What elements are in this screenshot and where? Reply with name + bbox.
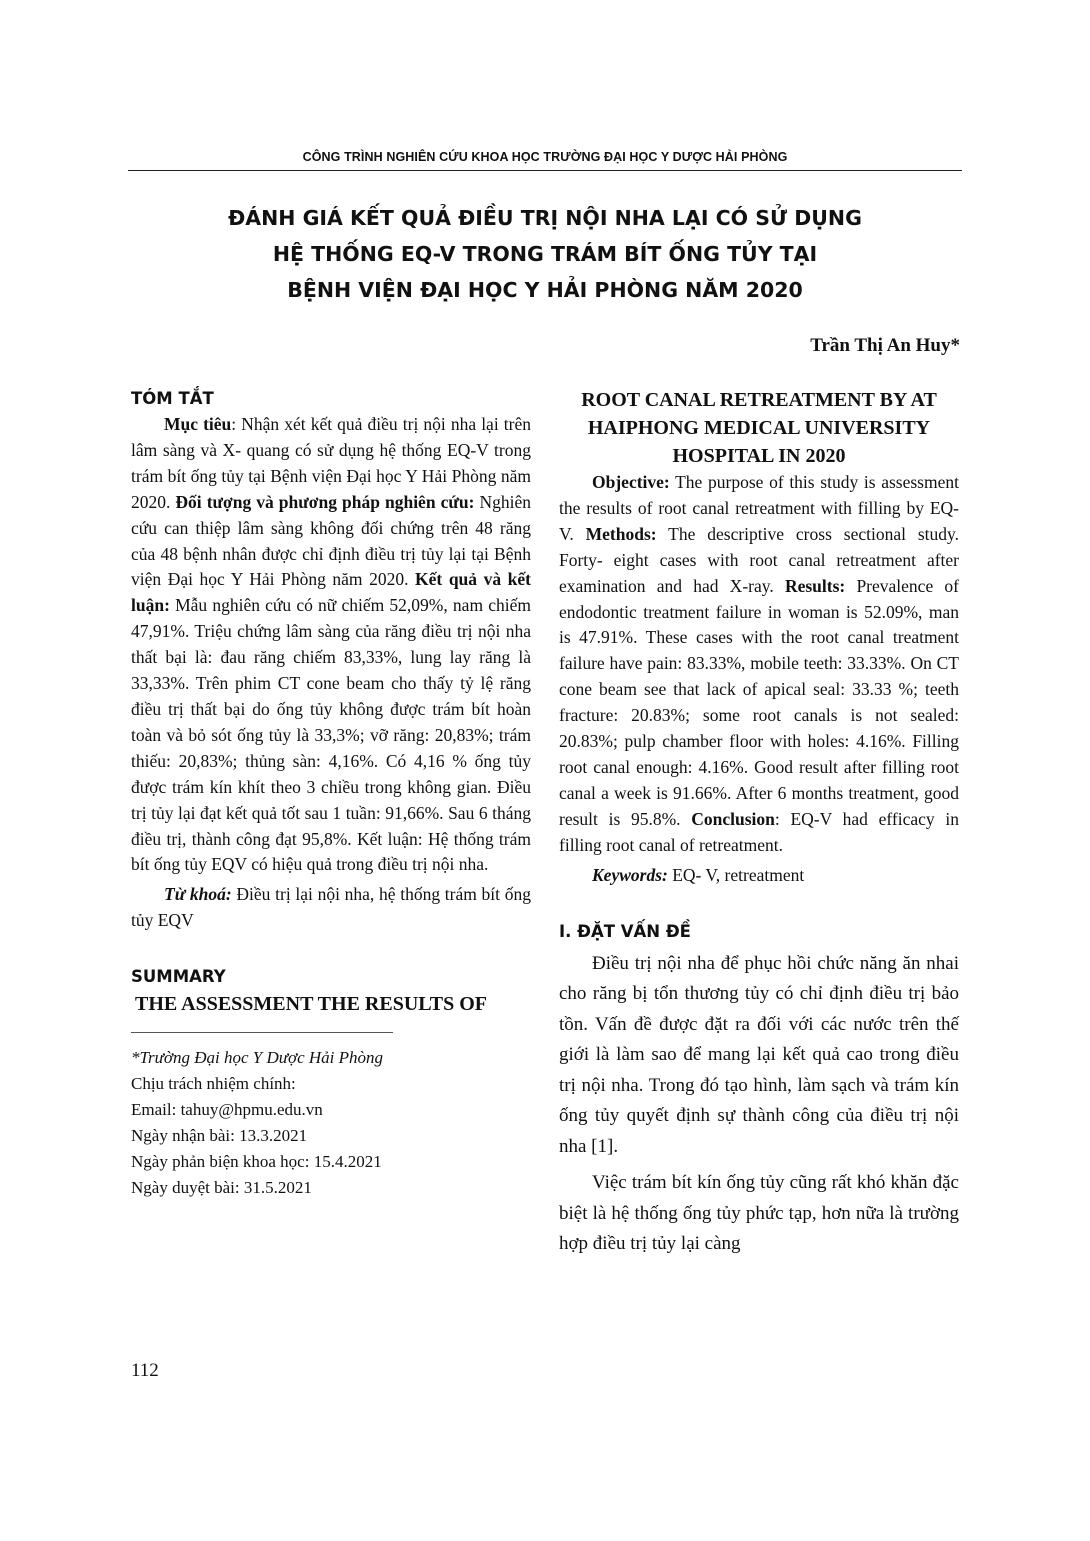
summary-title-line: HAIPHONG MEDICAL UNIVERSITY <box>587 417 931 439</box>
methods-text: Nghiên cứu can thiệp lâm sàng không đối chứng trên 48 răng của 48 bệnh nhân được chỉ định điều trị tủy lại tại Bệnh viện Đại học Y Hải Phòng năm 2020. <box>131 491 531 590</box>
abstract-heading: TÓM TẮT <box>131 389 214 408</box>
methods-label: Methods: <box>585 523 657 544</box>
objective-text: : Nhận xét kết quả điều trị nội nha lại trên lâm sàng và X- quang có sử dụng hệ thống EQ-V trong trám bít ống tủy tại Bệnh viện Đại học Y Hải Phòng năm 2020. <box>131 414 531 512</box>
conclusion-label: Conclusion <box>691 808 775 829</box>
results-label: Kết quả và kết luận: <box>131 569 531 616</box>
footnote <box>131 1045 531 1201</box>
summary-title-continued <box>559 386 959 470</box>
summary-paragraph <box>559 470 959 859</box>
keywords-text: EQ- V, retreatment <box>667 864 805 885</box>
header-divider <box>128 170 962 171</box>
title-line: ĐÁNH GIÁ KẾT QUẢ ĐIỀU TRỊ NỘI NHA LẠI CÓ SỬ DỤNG <box>228 206 862 230</box>
left-column <box>131 386 531 1201</box>
keywords-en <box>559 863 959 889</box>
title-line: BỆNH VIỆN ĐẠI HỌC Y HẢI PHÒNG NĂM 2020 <box>287 278 803 302</box>
section-heading: I. ĐẶT VẤN ĐỀ <box>559 921 691 941</box>
results-text: Prevalence of endodontic treatment failure in woman is 52.09%, man is 47.91%. These cases with the root canal treatment failure have pain: 83.33%, mobile teeth: 33.33%. On CT cone beam see that lack of apical seal: 33.33 %; teeth fracture: 20.83%; some root canals is not sealed: 20.83%; pulp chamber floor with holes: 4.16%. Filling root canal enough: 4.16%. Good result after filling root canal a week is 91.66%. After 6 months treatment, good result is 95.8%. <box>559 575 959 829</box>
footnote-reviewed: Ngày phản biện khoa học: 15.4.2021 <box>131 1152 382 1172</box>
conclusion-text: : EQ-V had efficacy in filling root canal of retreatment. <box>559 808 959 855</box>
results-label: Results: <box>784 575 846 596</box>
objective-label: Mục tiêu <box>164 414 232 434</box>
article-title <box>128 200 962 308</box>
results-text: Mẫu nghiên cứu có nữ chiếm 52,09%, nam chiếm 47,91%. Triệu chứng lâm sàng của răng điều trị nội nha thất bại là: đau răng chiếm 83,33%, lung lay răng là 33,33%. Trên phim CT cone beam cho thấy tỷ lệ răng điều trị thất bại do ống tủy không được trám bít hoàn toàn và bỏ sót ống tủy là 33,3%; vỡ răng: 20,83%; trám thiếu: 20,83%; thủng sàn: 4,16%. Có 4,16 % ống tủy được trám kín khít theo 3 chiều trong không gian. Điều trị tủy lại đạt kết quả tốt sau 1 tuần: 91,66%. Sau 6 tháng điều trị, thành công đạt 95,8%. Kết luận: Hệ thống trám bít ống tủy EQV có hiệu quả trong điều trị nội nha. <box>131 595 531 875</box>
footnote-email: Email: tahuy@hpmu.edu.vn <box>131 1100 323 1120</box>
objective-label: Objective: <box>592 472 670 492</box>
methods-text: The descriptive cross sectional study. Forty- eight cases with root canal retreatment after examination and had X-ray. <box>559 523 959 596</box>
keywords-text: Điều trị lại nội nha, hệ thống trám bít ống tủy EQV <box>131 884 531 931</box>
summary-heading: SUMMARY <box>131 967 226 987</box>
abstract-vi-paragraph <box>131 412 531 878</box>
methods-label: Đối tượng và phương pháp nghiên cứu: <box>175 491 475 512</box>
footnote-divider <box>131 1032 393 1033</box>
footnote-responsible: Chịu trách nhiệm chính: <box>131 1074 296 1094</box>
keywords-label: Từ khoá: <box>164 884 232 905</box>
keywords-label: Keywords: <box>592 864 668 885</box>
section-paragraph: Việc trám bít kín ống tủy cũng rất khó khăn đặc biệt là hệ thống ống tủy phức tạp, hơn nữa là trường hợp điều trị tủy lại càng <box>559 1172 959 1254</box>
summary-title-line: HOSPITAL IN 2020 <box>672 445 846 467</box>
section-paragraph: Điều trị nội nha để phục hồi chức năng ăn nhai cho răng bị tổn thương tủy có chỉ định điều trị bảo tồn. Vấn đề được đặt ra đối với các nước trên thế giới là làm sao để mang lại kết quả cao trong điều trị nội nha. Trong đó tạo hình, làm sạch và trám kín ống tủy quyết định sự thành công của điều trị nội nha [1]. <box>559 952 959 1157</box>
right-column <box>559 386 959 1260</box>
footnote-accepted: Ngày duyệt bài: 31.5.2021 <box>131 1178 312 1198</box>
author-name: Trần Thị An Huy* <box>810 335 960 356</box>
keywords-vi <box>131 882 531 934</box>
summary-title-line: ROOT CANAL RETREATMENT BY AT <box>581 389 937 411</box>
summary-title-line: THE ASSESSMENT THE RESULTS OF <box>135 993 488 1016</box>
objective-text: The purpose of this study is assessment the results of root canal retreatment with filling by EQ- V. <box>559 472 959 544</box>
title-line: HỆ THỐNG EQ-V TRONG TRÁM BÍT ỐNG TỦY TẠI <box>272 242 818 266</box>
footnote-affiliation: *Trường Đại học Y Dược Hải Phòng <box>131 1048 384 1068</box>
page-number: 112 <box>131 1360 159 1381</box>
footnote-received: Ngày nhận bài: 13.3.2021 <box>131 1126 308 1146</box>
running-header: CÔNG TRÌNH NGHIÊN CỨU KHOA HỌC TRƯỜNG ĐẠI HỌC Y DƯỢC HẢI PHÒNG <box>302 150 788 164</box>
